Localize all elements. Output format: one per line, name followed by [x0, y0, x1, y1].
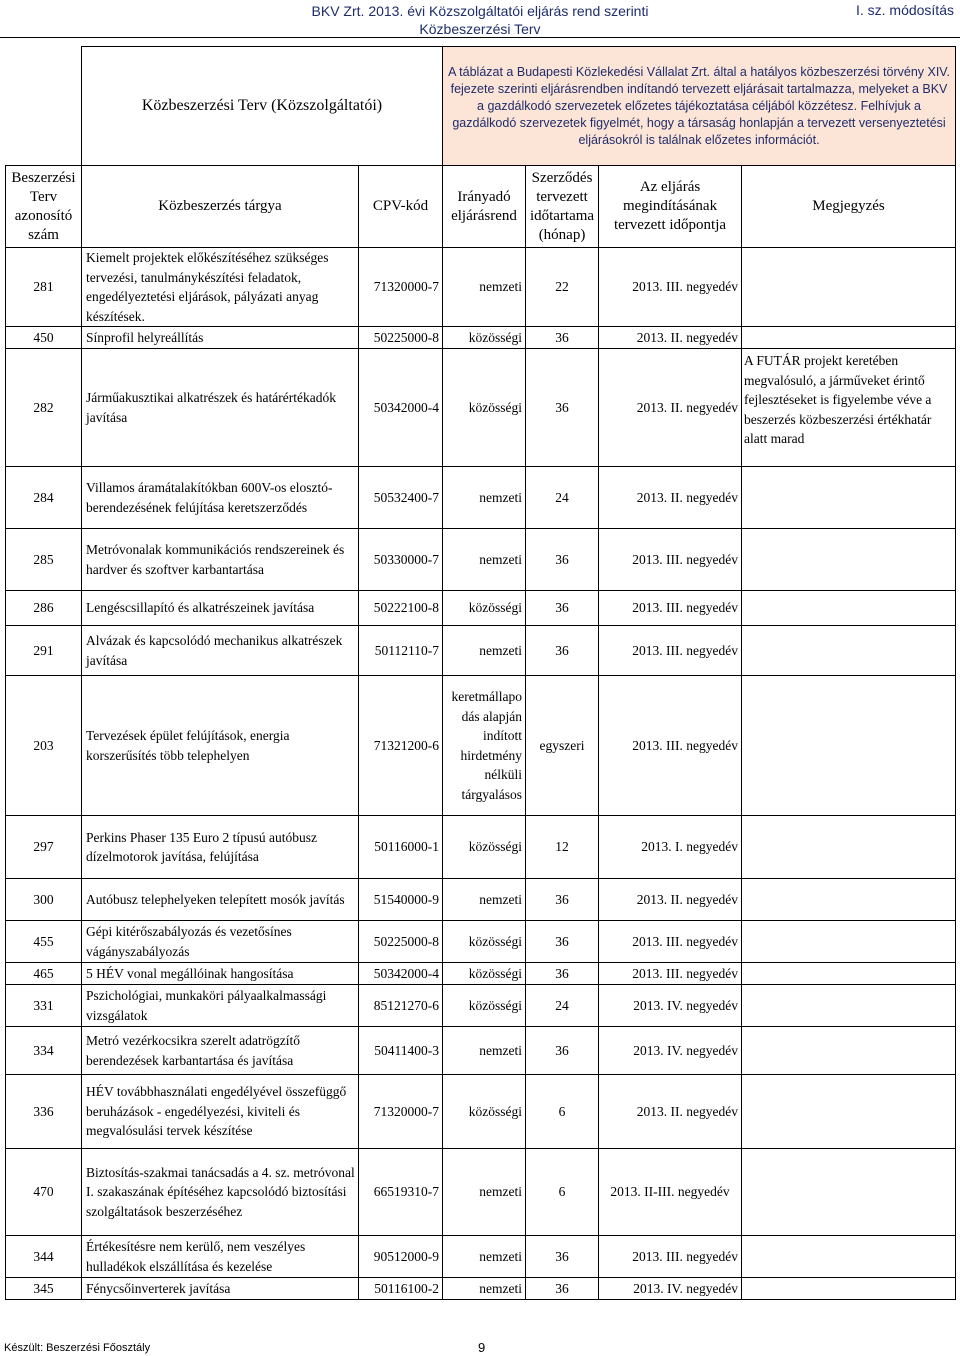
row-remark [742, 591, 956, 626]
row-remark [742, 963, 956, 985]
row-duration: 36 [526, 963, 599, 985]
row-remark [742, 985, 956, 1027]
row-id: 286 [6, 591, 82, 626]
row-duration: 36 [526, 921, 599, 963]
row-start: 2013. III. negyedév [599, 921, 742, 963]
row-start: 2013. II-III. negyedév [599, 1149, 742, 1236]
row-remark [742, 1236, 956, 1278]
row-remark [742, 921, 956, 963]
row-cpv: 51540000-9 [359, 879, 443, 921]
table-row [6, 816, 956, 879]
row-cpv: 50225000-8 [359, 327, 443, 349]
row-start: 2013. III. negyedév [599, 591, 742, 626]
header-line-2: Közbeszerzési Terv [419, 21, 541, 37]
row-cpv: 90512000-9 [359, 1236, 443, 1278]
row-cpv: 50222100-8 [359, 591, 443, 626]
row-procedure: közösségi [443, 816, 526, 879]
row-cpv: 85121270-6 [359, 985, 443, 1027]
row-id: 284 [6, 467, 82, 529]
row-procedure: közösségi [443, 349, 526, 467]
row-start: 2013. IV. negyedév [599, 1278, 742, 1300]
row-procedure: nemzeti [443, 1236, 526, 1278]
row-duration: 36 [526, 349, 599, 467]
table-row [6, 467, 956, 529]
row-remark: A FUTÁR projekt keretében megvalósuló, a járműveket érintő fejlesztéseket is figyelembe véve a beszerzés közbeszerzési értékhatár alatt marad [742, 349, 956, 467]
col-header-remark: Megjegyzés [742, 166, 956, 248]
row-remark [742, 676, 956, 816]
row-remark [742, 879, 956, 921]
row-remark [742, 327, 956, 349]
row-start: 2013. III. negyedév [599, 529, 742, 591]
row-cpv: 50532400-7 [359, 467, 443, 529]
table-row [6, 921, 956, 963]
table-row [6, 626, 956, 676]
row-subject: Fénycsőinverterek javítása [82, 1278, 359, 1300]
row-cpv: 50116000-1 [359, 816, 443, 879]
row-id: 465 [6, 963, 82, 985]
row-remark [742, 467, 956, 529]
row-remark [742, 626, 956, 676]
row-start: 2013. II. negyedév [599, 327, 742, 349]
row-start: 2013. III. negyedév [599, 963, 742, 985]
header-divider [0, 37, 960, 38]
row-id: 203 [6, 676, 82, 816]
table-row [6, 1278, 956, 1300]
col-header-duration: Szerződés tervezett időtartama (hónap) [526, 166, 599, 248]
row-id: 344 [6, 1236, 82, 1278]
table-row [6, 879, 956, 921]
col-header-subject: Közbeszerzés tárgya [82, 166, 359, 248]
row-cpv: 71321200-6 [359, 676, 443, 816]
row-duration: 36 [526, 591, 599, 626]
table-row [6, 1027, 956, 1075]
row-remark [742, 1027, 956, 1075]
row-remark [742, 1278, 956, 1300]
row-start: 2013. IV. negyedév [599, 985, 742, 1027]
row-duration: 36 [526, 626, 599, 676]
row-cpv: 71320000-7 [359, 248, 443, 327]
row-id: 300 [6, 879, 82, 921]
row-cpv: 71320000-7 [359, 1075, 443, 1149]
row-start: 2013. III. negyedév [599, 626, 742, 676]
row-duration: 24 [526, 985, 599, 1027]
row-cpv: 50225000-8 [359, 921, 443, 963]
row-duration: 36 [526, 879, 599, 921]
row-duration: egyszeri [526, 676, 599, 816]
table-row [6, 591, 956, 626]
row-subject: Villamos áramátalakítókban 600V-os elosztó-berendezésének felújítása keretszerződés [82, 467, 359, 529]
page-footer [0, 1338, 960, 1356]
procurement-plan-table [5, 46, 956, 1300]
row-cpv: 50411400-3 [359, 1027, 443, 1075]
row-id: 345 [6, 1278, 82, 1300]
row-procedure: nemzeti [443, 879, 526, 921]
row-id: 470 [6, 1149, 82, 1236]
row-start: 2013. III. negyedév [599, 1236, 742, 1278]
page-header [0, 0, 960, 46]
table-title: Közbeszerzési Terv (Közszolgáltatói) [82, 47, 443, 166]
row-procedure: nemzeti [443, 529, 526, 591]
row-subject: Metró vezérkocsikra szerelt adatrögzítő berendezések karbantartása és javítása [82, 1027, 359, 1075]
row-remark [742, 529, 956, 591]
row-subject: Pszichológiai, munkaköri pályaalkalmassági vizsgálatok [82, 985, 359, 1027]
row-remark [742, 1075, 956, 1149]
footer-department: Készült: Beszerzési Főosztály [4, 1342, 151, 1354]
row-procedure: nemzeti [443, 1278, 526, 1300]
row-duration: 12 [526, 816, 599, 879]
row-procedure: közösségi [443, 1075, 526, 1149]
col-header-start: Az eljárás megindításának tervezett időpontja [599, 166, 742, 248]
row-id: 282 [6, 349, 82, 467]
row-cpv: 50116100-2 [359, 1278, 443, 1300]
row-subject: Lengéscsillapító és alkatrészeinek javítása [82, 591, 359, 626]
column-header-row [6, 166, 956, 248]
table-row [6, 1149, 956, 1236]
row-subject: Gépi kitérőszabályozás és vezetősínes vágányszabályozás [82, 921, 359, 963]
row-procedure: közösségi [443, 921, 526, 963]
row-start: 2013. II. negyedév [599, 467, 742, 529]
row-procedure: nemzeti [443, 467, 526, 529]
row-remark [742, 1149, 956, 1236]
row-procedure: nemzeti [443, 1027, 526, 1075]
row-subject: HÉV továbbhasználati engedélyével összefüggő beruházások - engedélyezési, kiviteli és megvalósulási tervek készítése [82, 1075, 359, 1149]
row-id: 297 [6, 816, 82, 879]
page-number: 9 [478, 1340, 486, 1355]
row-start: 2013. II. negyedév [599, 349, 742, 467]
row-subject: Autóbusz telephelyeken telepített mosók javítás [82, 879, 359, 921]
row-id: 291 [6, 626, 82, 676]
row-start: 2013. I. negyedév [599, 816, 742, 879]
row-procedure: közösségi [443, 591, 526, 626]
row-cpv: 50342000-4 [359, 963, 443, 985]
row-cpv: 66519310-7 [359, 1149, 443, 1236]
row-id: 285 [6, 529, 82, 591]
row-id: 334 [6, 1027, 82, 1075]
intro-note: A táblázat a Budapesti Közlekedési Vállalat Zrt. által a hatályos közbeszerzési törvény XIV. fejezete szerinti eljárásrendben indítandó tervezett eljárásait tartalmazza, melyeket a BKV a gazdálkodó szervezetek előzetes tájékoztatása céljából közzétesz. Felhívjuk a gazdálkodó szervezetek figyelmét, hogy a társaság honlapján a tervezett versenyeztetési eljárásokról is találnak előzetes információt. [443, 47, 956, 166]
row-duration: 6 [526, 1075, 599, 1149]
row-remark [742, 248, 956, 327]
table-row [6, 327, 956, 349]
row-procedure: keretmállapo dás alapján indított hirdetmény nélküli tárgyalásos [443, 676, 526, 816]
row-duration: 36 [526, 1027, 599, 1075]
row-subject: Perkins Phaser 135 Euro 2 típusú autóbusz dízelmotorok javítása, felújítása [82, 816, 359, 879]
col-header-procedure: Irányadó eljárásrend [443, 166, 526, 248]
table-row [6, 1075, 956, 1149]
row-procedure: nemzeti [443, 248, 526, 327]
row-cpv: 50342000-4 [359, 349, 443, 467]
row-id: 450 [6, 327, 82, 349]
row-subject: 5 HÉV vonal megállóinak hangosítása [82, 963, 359, 985]
row-id: 455 [6, 921, 82, 963]
row-start: 2013. II. negyedév [599, 879, 742, 921]
header-line-1: BKV Zrt. 2013. évi Közszolgáltatói eljárás rend szerinti [311, 3, 649, 19]
row-id: 281 [6, 248, 82, 327]
row-subject: Sínprofil helyreállítás [82, 327, 359, 349]
row-cpv: 50330000-7 [359, 529, 443, 591]
row-duration: 36 [526, 327, 599, 349]
header-title [250, 2, 710, 38]
row-cpv: 50112110-7 [359, 626, 443, 676]
row-procedure: nemzeti [443, 626, 526, 676]
row-procedure: közösségi [443, 327, 526, 349]
table-row [6, 963, 956, 985]
row-duration: 22 [526, 248, 599, 327]
table-row [6, 1236, 956, 1278]
row-subject: Tervezések épület felújítások, energia korszerűsítés több telephelyen [82, 676, 359, 816]
row-start: 2013. III. negyedév [599, 248, 742, 327]
title-row [6, 47, 956, 166]
row-procedure: nemzeti [443, 1149, 526, 1236]
row-procedure: közösségi [443, 963, 526, 985]
row-subject: Járműakusztikai alkatrészek és határértékadók javítása [82, 349, 359, 467]
col-header-cpv: CPV-kód [359, 166, 443, 248]
table-row [6, 676, 956, 816]
row-start: 2013. III. negyedév [599, 676, 742, 816]
row-duration: 36 [526, 1278, 599, 1300]
header-revision: I. sz. módosítás [855, 2, 954, 18]
row-duration: 24 [526, 467, 599, 529]
table-row [6, 248, 956, 327]
col-header-id: Beszerzési Terv azonosító szám [6, 166, 82, 248]
row-start: 2013. IV. negyedév [599, 1027, 742, 1075]
row-start: 2013. II. negyedév [599, 1075, 742, 1149]
row-id: 331 [6, 985, 82, 1027]
row-subject: Értékesítésre nem kerülő, nem veszélyes hulladékok elszállítása és kezelése [82, 1236, 359, 1278]
row-subject: Alvázak és kapcsolódó mechanikus alkatrészek javítása [82, 626, 359, 676]
row-duration: 36 [526, 529, 599, 591]
row-subject: Biztosítás-szakmai tanácsadás a 4. sz. metróvonal I. szakaszának építéséhez kapcsolódó biztosítási szolgáltatások beszerzéséhez [82, 1149, 359, 1236]
row-duration: 6 [526, 1149, 599, 1236]
row-duration: 36 [526, 1236, 599, 1278]
table-row [6, 349, 956, 467]
row-subject: Kiemelt projektek előkészítéséhez szükséges tervezési, tanulmánykészítési feladatok, engedélyeztetési eljárások, pályázati anyag készítések. [82, 248, 359, 327]
table-row [6, 985, 956, 1027]
row-remark [742, 816, 956, 879]
row-subject: Metróvonalak kommunikációs rendszereinek és hardver és szoftver karbantartása [82, 529, 359, 591]
row-id: 336 [6, 1075, 82, 1149]
row-procedure: közösségi [443, 985, 526, 1027]
table-row [6, 529, 956, 591]
